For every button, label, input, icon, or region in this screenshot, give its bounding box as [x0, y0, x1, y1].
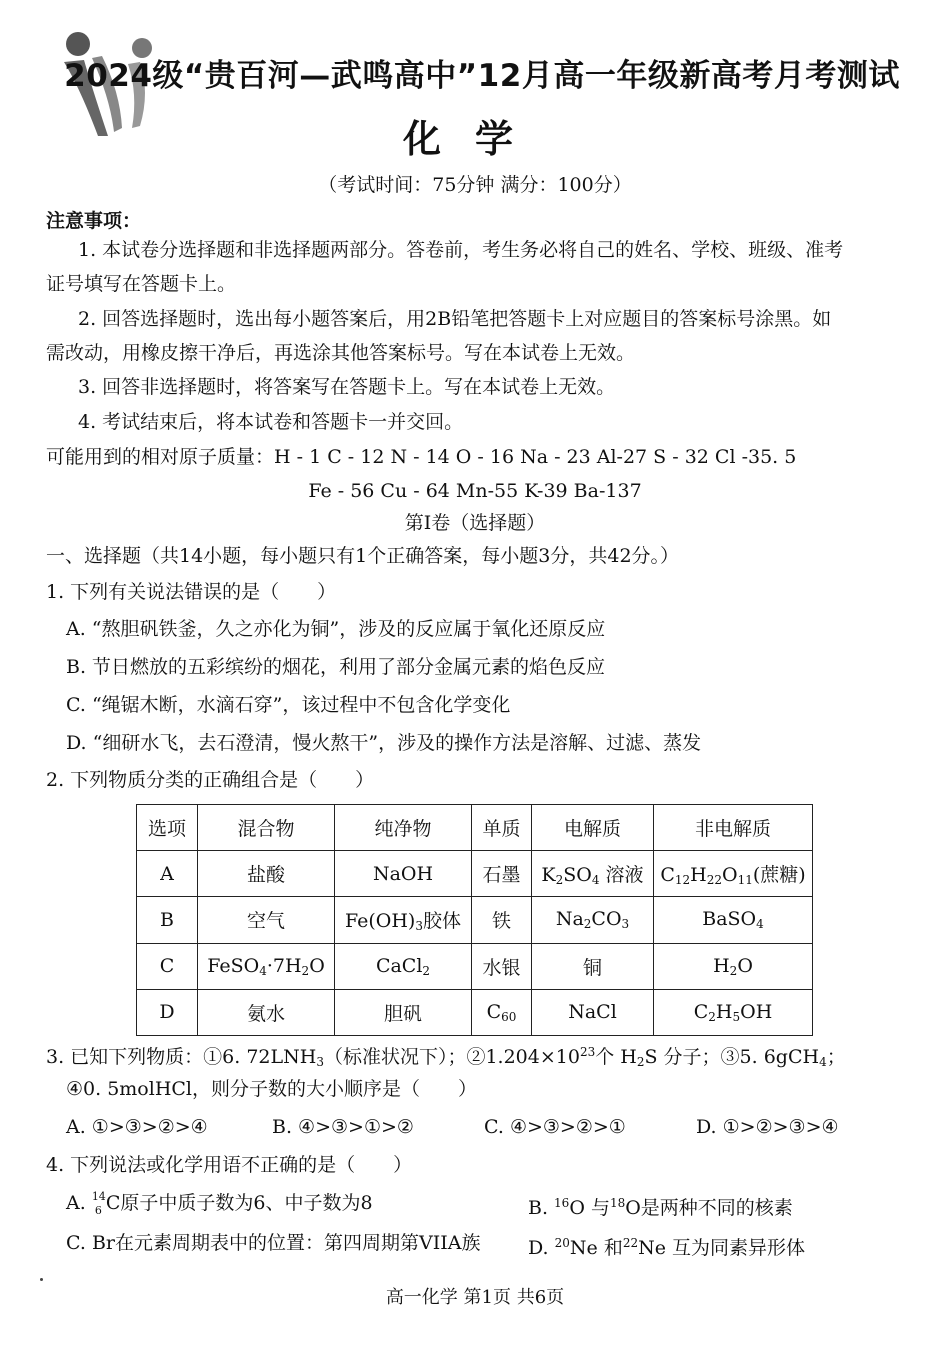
q4-b-text: O 与	[569, 1197, 610, 1219]
cell-pure: NaOH	[335, 851, 472, 897]
q3-text: ；	[826, 1046, 846, 1068]
cell-element: $C_{60}$	[472, 989, 532, 1035]
table-row	[137, 943, 813, 989]
cell-element: 铁	[472, 897, 532, 943]
header-option: 选项	[137, 805, 198, 851]
header-electrolyte: 电解质	[532, 805, 654, 851]
q3-text: 3. 已知下列物质：①6. 72LNH	[46, 1046, 317, 1068]
cell-electrolyte: 铜	[532, 943, 654, 989]
q1-option-a: A. “熬胆矾铁釜，久之亦化为铜”，涉及的反应属于氧化还原反应	[66, 618, 606, 640]
cell-electrolyte: $Na_2CO_3$	[532, 897, 654, 943]
q4-option-a: A. 14 6 C原子中质子数为6、中子数为8	[66, 1190, 373, 1217]
q1-option-d: D. “细研水飞，去石澄清，慢火熬干”，涉及的操作方法是溶解、过滤、蒸发	[66, 732, 702, 754]
exam-title: 2024级“贵百河—武鸣高中”12月高一年级新高考月考测试	[64, 58, 900, 94]
header-pure: 纯净物	[335, 805, 472, 851]
cell-pure: 胆矾	[335, 989, 472, 1035]
q3-option-b: B. ④>③>①>②	[272, 1116, 414, 1138]
cell-element: 水银	[472, 943, 532, 989]
section1-heading: 一、选择题（共14小题，每小题只有1个正确答案，每小题3分，共42分。）	[46, 545, 680, 567]
table-header-row	[137, 805, 813, 851]
q4-option-d: D. $^{20}$Ne 和$^{22}$Ne 互为同素异形体	[528, 1236, 806, 1259]
notice-heading: 注意事项：	[46, 210, 142, 232]
cell-nonelectrolyte: $C_2H_5OH$	[654, 989, 813, 1035]
notice-line-3: 2. 回答选择题时，选出每小题答案后，用2B铅笔把答题卡上对应题目的答案标号涂黑。如	[78, 308, 832, 330]
scan-mark	[40, 1278, 43, 1281]
header-mixture: 混合物	[198, 805, 335, 851]
q3-option-a: A. ①>③>②>④	[66, 1116, 208, 1138]
q3-text: （标准状况下）；②1.204×10	[323, 1046, 580, 1068]
table-row	[137, 897, 813, 943]
q3-option-d: D. ①>②>③>④	[696, 1116, 839, 1138]
q3-text: 个 H	[595, 1046, 637, 1068]
cell-pure: $Fe(OH)_3$胶体	[335, 897, 472, 943]
cell-mixture: $FeSO_4\cdot 7H_2O$	[198, 943, 335, 989]
cell-pure: CaCl$_2$	[335, 943, 472, 989]
cell-electrolyte: $K_2SO_4$ 溶液	[532, 851, 654, 897]
q1-option-c: C. “绳锯木断，水滴石穿”，该过程中不包含化学变化	[66, 694, 511, 716]
q4-d-text: Ne 和	[569, 1237, 623, 1259]
q4-a-text: C原子中质子数为6、中子数为8	[105, 1192, 373, 1214]
cell-electrolyte: NaCl	[532, 989, 654, 1035]
q1-stem: 1. 下列有关说法错误的是（ ）	[46, 581, 337, 603]
header-nonelectrolyte: 非电解质	[654, 805, 813, 851]
row-label: A	[137, 851, 198, 897]
table-row	[137, 989, 813, 1035]
q3-stem-line-2: ④0. 5molHCl，则分子数的大小顺序是（ ）	[66, 1078, 478, 1100]
cell-mixture: 空气	[198, 897, 335, 943]
row-label: D	[137, 989, 198, 1035]
table-row	[137, 851, 813, 897]
row-label: C	[137, 943, 198, 989]
notice-line-2: 证号填写在答题卡上。	[46, 273, 237, 295]
atomic-mass-line-1: 可能用到的相对原子质量：H - 1 C - 12 N - 14 O - 16 Na - 23 Al-27 S - 32 Cl -35. 5	[46, 446, 797, 468]
q4-option-c: C. Br在元素周期表中的位置：第四周期第VIIA族	[66, 1232, 481, 1254]
part1-title: 第Ⅰ卷（选择题）	[404, 512, 546, 534]
q3-text: S 分子；③5. 6gCH	[644, 1046, 820, 1068]
q2-stem: 2. 下列物质分类的正确组合是（ ）	[46, 769, 375, 791]
cell-text: (蔗糖)	[752, 864, 806, 887]
q4-stem: 4. 下列说法或化学用语不正确的是（ ）	[46, 1154, 413, 1176]
row-label: B	[137, 897, 198, 943]
q3-stem: 3. 已知下列物质：①6. $72LNH_3$（标准状况下）；$②1.204\times 10^{23}$个 $H_2S$ 分子；③5. 6gCH$_4$；	[46, 1045, 846, 1069]
notice-line-4: 需改动，用橡皮擦干净后，再选涂其他答案标号。写在本试卷上无效。	[46, 342, 636, 364]
header-element: 单质	[472, 805, 532, 851]
cell-nonelectrolyte: $C_{12}H_{22}O_{11}$(蔗糖)	[654, 851, 813, 897]
cell-element: 石墨	[472, 851, 532, 897]
notice-line-1: 1. 本试卷分选择题和非选择题两部分。答卷前，考生务必将自己的姓名、学校、班级、准考	[78, 239, 844, 261]
subject-title: 化学	[402, 117, 547, 161]
notice-line-6: 4. 考试结束后，将本试卷和答题卡一并交回。	[78, 411, 464, 433]
notice-line-5: 3. 回答非选择题时，将答案写在答题卡上。写在本试卷上无效。	[78, 376, 616, 398]
cell-nonelectrolyte: BaSO$_4$	[654, 897, 813, 943]
q4-option-b: B. $^{16}$O 与$^{18}$O是两种不同的核素	[528, 1196, 793, 1219]
classification-table	[136, 804, 813, 1036]
atomic-mass-line-2: Fe - 56 Cu - 64 Mn-55 K-39 Ba-137	[308, 480, 642, 502]
cell-mixture: 氨水	[198, 989, 335, 1035]
q1-option-b: B. 节日燃放的五彩缤纷的烟花，利用了部分金属元素的焰色反应	[66, 656, 606, 678]
cell-text: 溶液	[605, 864, 644, 887]
cell-nonelectrolyte: $H_2O$	[654, 943, 813, 989]
q4-b-text: O是两种不同的核素	[625, 1197, 793, 1219]
q4-d-text: Ne 互为同素异形体	[638, 1237, 806, 1259]
page-footer: 高一化学 第1页 共6页	[385, 1287, 565, 1308]
q3-option-c: C. ④>③>②>①	[484, 1116, 626, 1138]
cell-mixture: 盐酸	[198, 851, 335, 897]
cell-text: 胶体	[422, 910, 461, 933]
exam-info: （考试时间：75分钟 满分：100分）	[318, 174, 632, 196]
